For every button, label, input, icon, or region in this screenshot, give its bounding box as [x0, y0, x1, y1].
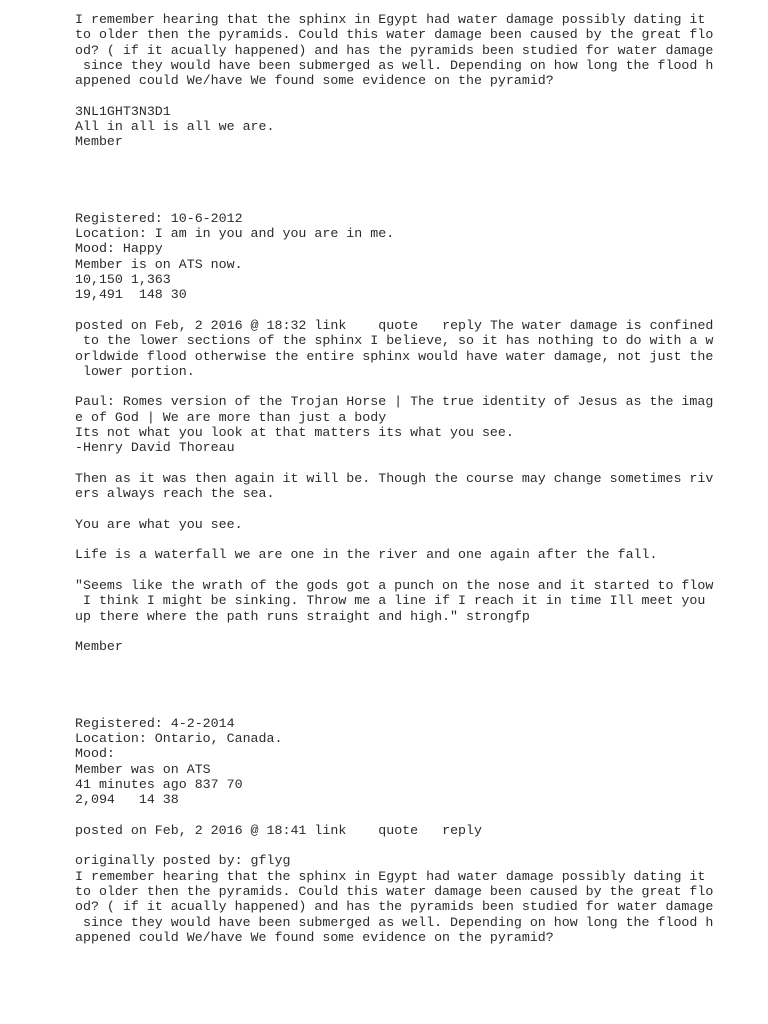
online-status: Member was on ATS: [75, 761, 211, 777]
post-text-line: lower portion.: [75, 363, 195, 379]
online-status: Member is on ATS now.: [75, 256, 243, 272]
registered-date: Registered: 10-6-2012: [75, 210, 243, 226]
post-text-line: to older then the pyramids. Could this water damage been caused by the great flo: [75, 27, 714, 43]
quote-button[interactable]: quote: [378, 822, 419, 838]
forum-thread-page: [75, 12, 714, 945]
post-text-line: od? ( if it acually happened) and has the pyramids been studied for water damage: [75, 42, 714, 58]
signature-line: ers always reach the sea.: [75, 486, 275, 502]
post-text-line: I remember hearing that the sphinx in Egypt had water damage possibly dating it: [75, 12, 706, 27]
post-link[interactable]: link: [314, 822, 347, 838]
quote-text-line: I remember hearing that the sphinx in Egypt had water damage possibly dating it: [75, 868, 706, 884]
signature-line: Then as it was then again it will be. Though the course may change sometimes riv: [75, 470, 714, 486]
post-text-line: orldwide flood otherwise the entire sphinx would have water damage, not just the: [75, 348, 714, 364]
post-body: [75, 12, 714, 89]
post-link[interactable]: link: [314, 317, 347, 333]
signature-line: 3NL1GHT3N3D1: [75, 103, 171, 119]
reply-button[interactable]: reply: [442, 317, 482, 333]
user-location: Location: Ontario, Canada.: [75, 730, 283, 746]
post-body: [75, 333, 714, 379]
quote-text-line: od? ( if it acually happened) and has the pyramids been studied for water damage: [75, 899, 714, 915]
post-meta-line: [75, 317, 714, 333]
post-timestamp: posted on Feb, 2 2016 @ 18:32: [75, 317, 315, 333]
signature-line: All in all is all we are.: [75, 119, 275, 135]
signature-line: Paul: Romes version of the Trojan Horse | The true identity of Jesus as the imag: [75, 394, 714, 410]
post-signature: [75, 394, 714, 624]
reply-button[interactable]: reply: [442, 822, 482, 838]
member-rank-label: Member: [75, 134, 123, 150]
user-info-block: [75, 211, 685, 303]
post-meta-line: [75, 823, 685, 838]
post-text-line: to the lower sections of the sphinx I believe, so it has nothing to do with a w: [75, 333, 714, 349]
post-signature: [75, 104, 685, 150]
signature-line: "Seems like the wrath of the gods got a punch on the nose and it started to flow: [75, 577, 714, 593]
quote-button[interactable]: quote: [378, 317, 419, 333]
signature-line: e of God | We are more than just a body: [75, 409, 387, 425]
signature-line: You are what you see.: [75, 516, 243, 532]
user-stats: 2,094 14 38: [75, 792, 179, 808]
signature-line: I think I might be sinking. Throw me a line if I reach it in time Ill meet you: [75, 593, 706, 609]
registered-date: Registered: 4-2-2014: [75, 715, 235, 731]
signature-line: up there where the path runs straight and high." strongfp: [75, 608, 530, 624]
signature-line: Its not what you look at that matters its what you see.: [75, 425, 514, 441]
post-text-line: appened could We/have We found some evidence on the pyramid?: [75, 73, 554, 89]
signature-line: Life is a waterfall we are one in the river and one again after the fall.: [75, 547, 658, 563]
post-text-line: The water damage is confined: [482, 317, 714, 333]
user-info-block: [75, 716, 685, 808]
quote-text-line: since they would have been submerged as well. Depending on how long the flood h: [75, 914, 714, 930]
user-location: Location: I am in you and you are in me.: [75, 226, 395, 242]
signature-line: -Henry David Thoreau: [75, 440, 235, 456]
quoted-post: [75, 853, 714, 945]
user-stats: 19,491 148 30: [75, 287, 187, 303]
user-stats: 10,150 1,363: [75, 272, 171, 288]
user-mood: Mood:: [75, 746, 115, 762]
quote-text-line: appened could We/have We found some evidence on the pyramid?: [75, 929, 554, 945]
quote-header: originally posted by: gflyg: [75, 853, 291, 869]
post-timestamp: posted on Feb, 2 2016 @ 18:41: [75, 822, 315, 838]
post-text-line: since they would have been submerged as well. Depending on how long the flood h: [75, 57, 714, 73]
quote-text-line: to older then the pyramids. Could this water damage been caused by the great flo: [75, 883, 714, 899]
last-seen: 41 minutes ago 837 70: [75, 776, 243, 792]
member-rank-label: Member: [75, 639, 123, 655]
user-mood: Mood: Happy: [75, 241, 163, 257]
